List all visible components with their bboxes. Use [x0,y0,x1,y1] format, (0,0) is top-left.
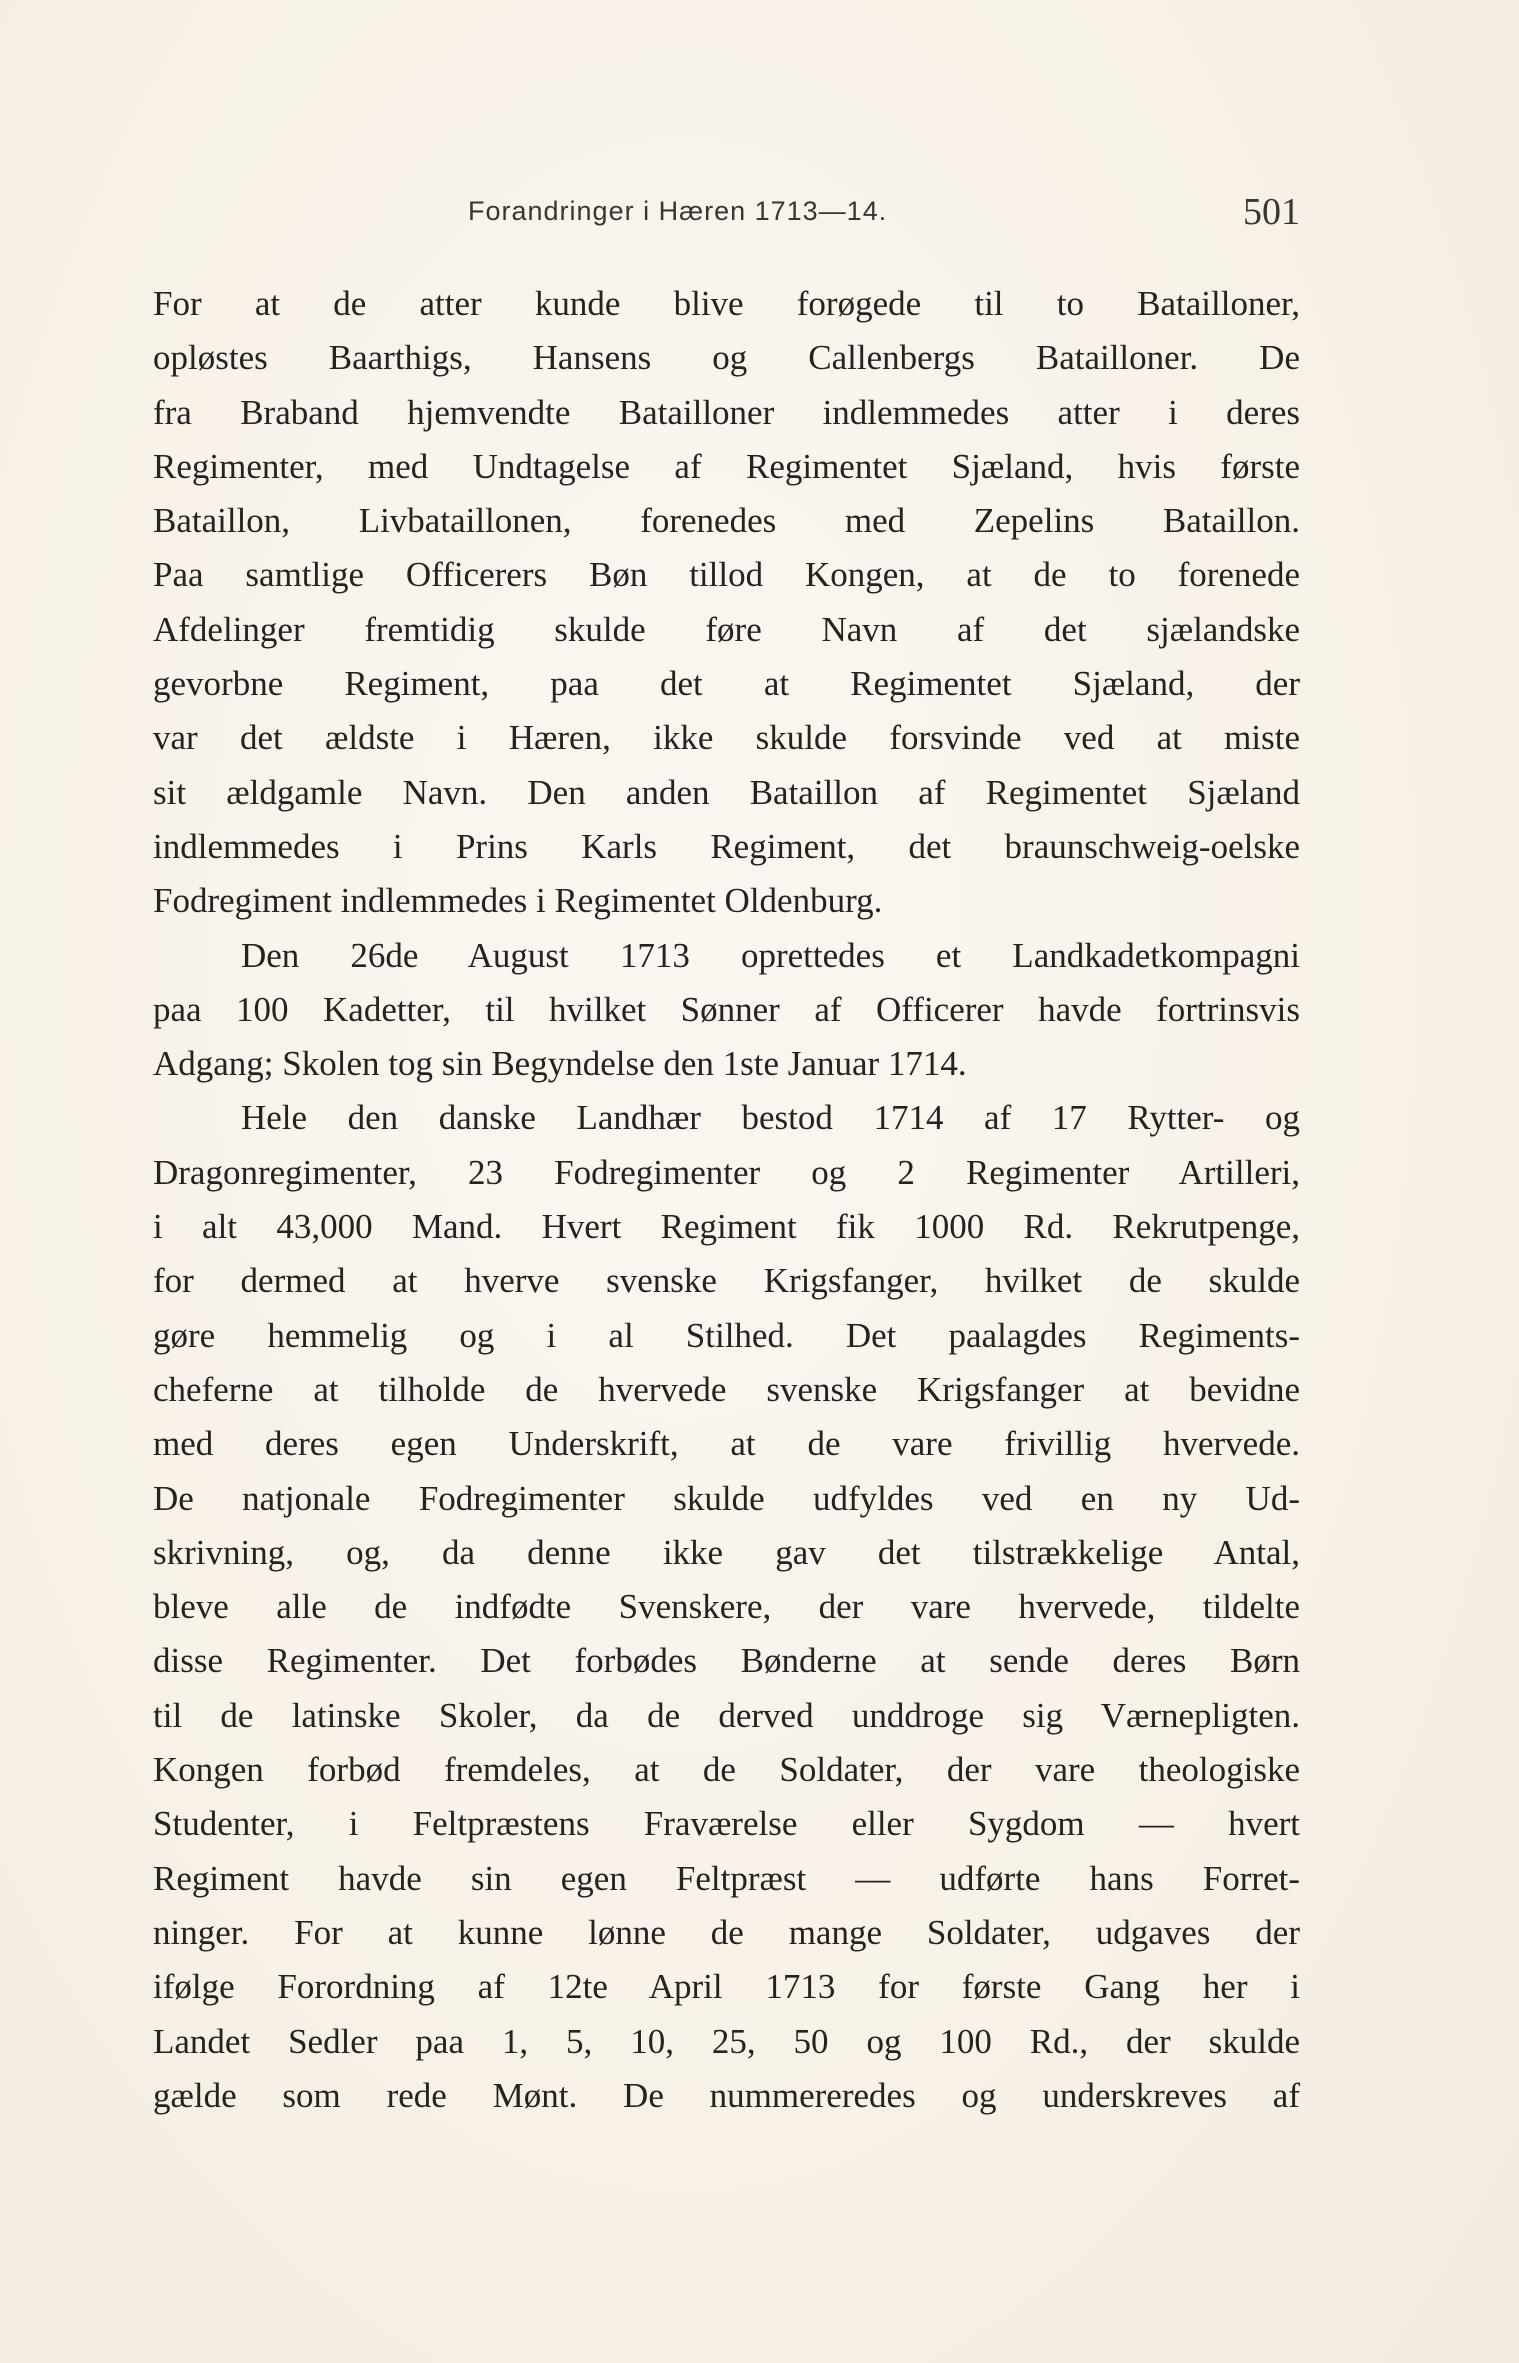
text-line: Bataillon, Livbataillonen, forenedes med Zepelins Bataillon. [153,501,1300,541]
text-line: indlemmedes i Prins Karls Regiment, det braunschweig-oelske [153,826,1300,866]
text-line: Afdelinger fremtidig skulde føre Navn af det sjælandske [153,609,1300,649]
page-header [153,190,1300,240]
text-line: Landet Sedler paa 1, 5, 10, 25, 50 og 100 Rd., der skulde [153,2021,1300,2061]
text-line: For at de atter kunde blive forøgede til to Batailloner, [153,284,1300,323]
body-text [153,277,1300,2123]
text-line: var det ældste i Hæren, ikke skulde forsvinde ved at miste [153,718,1300,758]
page-number: 501 [1243,191,1300,233]
text-line: gevorbne Regiment, paa det at Regimentet Sjæland, der [153,664,1300,704]
text-line: cheferne at tilholde de hvervede svenske Krigsfanger at bevidne [153,1369,1300,1409]
text-line: Hele den danske Landhær bestod 1714 af 17 Rytter- og [241,1098,1300,1138]
text-line: bleve alle de indfødte Svenskere, der vare hvervede, tildelte [153,1587,1300,1627]
text-line: opløstes Baarthigs, Hansens og Callenbergs Batailloner. De [153,338,1300,378]
text-line: Fodregiment indlemmedes i Regimentet Oldenburg. [153,881,883,921]
text-line: skrivning, og, da denne ikke gav det tilstrækkelige Antal, [153,1532,1300,1572]
text-line: Dragonregimenter, 23 Fodregimenter og 2 Regimenter Artilleri, [153,1152,1300,1192]
text-line: for dermed at hverve svenske Krigsfanger, hvilket de skulde [153,1261,1300,1301]
text-line: disse Regimenter. Det forbødes Bønderne at sende deres Børn [153,1641,1300,1681]
text-line: Den 26de August 1713 oprettedes et Landkadetkompagni [241,935,1300,975]
text-line: sit ældgamle Navn. Den anden Bataillon af Regimentet Sjæland [153,772,1300,812]
text-line: med deres egen Underskrift, at de vare frivillig hvervede. [153,1424,1300,1464]
text-line: ninger. For at kunne lønne de mange Soldater, udgaves der [153,1912,1300,1952]
text-line: Regimenter, med Undtagelse af Regimentet Sjæland, hvis første [153,446,1300,486]
text-line: fra Braband hjemvendte Batailloner indlemmedes atter i deres [153,392,1300,432]
text-line: Adgang; Skolen tog sin Begyndelse den 1ste Januar 1714. [153,1044,967,1084]
text-line: i alt 43,000 Mand. Hvert Regiment fik 1000 Rd. Rekrutpenge, [153,1207,1300,1247]
text-line: gælde som rede Mønt. De nummereredes og underskreves af [153,2075,1300,2115]
text-line: til de latinske Skoler, da de derved unddroge sig Værnepligten. [153,1695,1300,1735]
text-line: Kongen forbød fremdeles, at de Soldater, der vare theologiske [153,1750,1300,1790]
text-line: Paa samtlige Officerers Bøn tillod Kongen, at de to forenede [153,555,1300,595]
text-line: ifølge Forordning af 12te April 1713 for første Gang her i [153,1967,1300,2007]
text-line: paa 100 Kadetter, til hvilket Sønner af Officerer havde fortrinsvis [153,989,1300,1029]
text-line: gøre hemmelig og i al Stilhed. Det paalagdes Regiments- [153,1315,1300,1355]
text-line: De natjonale Fodregimenter skulde udfyldes ved en ny Ud- [153,1478,1300,1518]
running-head: Forandringer i Hæren 1713—14. [468,196,888,226]
text-line: Regiment havde sin egen Feltpræst — udførte hans Forret- [153,1858,1300,1898]
text-line: Studenter, i Feltpræstens Fraværelse eller Sygdom — hvert [153,1804,1300,1844]
